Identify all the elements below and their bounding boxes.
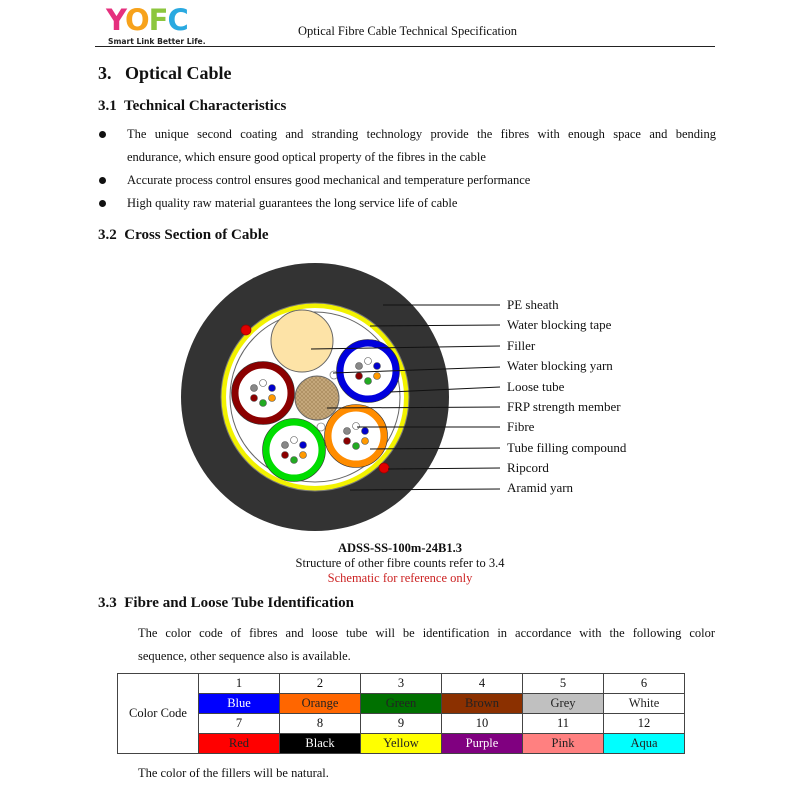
- fibre: [365, 358, 372, 365]
- loose-tube: [235, 365, 291, 421]
- fibre: [344, 438, 351, 445]
- color-number-cell: 3: [361, 674, 442, 694]
- bullet-dot-icon: [99, 177, 106, 184]
- logo-letter-y: Y: [106, 3, 125, 37]
- color-swatch-cell: Pink: [523, 734, 604, 754]
- fibre: [344, 428, 351, 435]
- logo-tagline: Smart Link Better Life.: [108, 37, 206, 46]
- loose-tube: [266, 422, 322, 478]
- color-number-cell: 6: [604, 674, 685, 694]
- logo-letter-c: C: [167, 3, 188, 37]
- section-3-2-heading: 3.2 Cross Section of Cable: [98, 227, 269, 243]
- color-number-cell: 5: [523, 674, 604, 694]
- color-swatch-cell: Grey: [523, 694, 604, 714]
- fibre: [260, 400, 267, 407]
- logo-letters: [106, 4, 188, 36]
- color-code-paragraph-line2: sequence, other sequence also is available.: [138, 649, 351, 663]
- color-swatch-cell: Brown: [442, 694, 523, 714]
- section-3-heading: 3. Optical Cable: [98, 63, 232, 83]
- loose-tube: [328, 408, 384, 464]
- color-swatch-cell: Orange: [280, 694, 361, 714]
- document-title: Optical Fibre Cable Technical Specification: [298, 24, 517, 38]
- bullet-dot-icon: [99, 131, 106, 138]
- color-swatch-cell: Green: [361, 694, 442, 714]
- ripcord: [241, 325, 251, 335]
- label-frp-strength-member: FRP strength member: [507, 399, 621, 414]
- label-pe-sheath: PE sheath: [507, 297, 559, 312]
- fibre: [269, 385, 276, 392]
- section-3-3-heading: 3.3 Fibre and Loose Tube Identification: [98, 595, 355, 611]
- color-number-cell: 10: [442, 714, 523, 734]
- fibre: [291, 437, 298, 444]
- color-swatch-cell: Yellow: [361, 734, 442, 754]
- color-number-cell: 11: [523, 714, 604, 734]
- fibre: [282, 442, 289, 449]
- logo-letter-o: O: [124, 3, 149, 37]
- color-number-cell: 7: [199, 714, 280, 734]
- color-code-paragraph-line1: The color code of fibres and loose tube will be identification in accordance with the following color: [138, 626, 715, 640]
- bullet-text: High quality raw material guarantees the long service life of cable: [127, 196, 458, 210]
- fibre: [362, 428, 369, 435]
- label-ripcord: Ripcord: [507, 460, 549, 475]
- section-3-1-heading: 3.1 Technical Characteristics: [98, 98, 287, 114]
- fibre: [300, 452, 307, 459]
- frp-strength-member: [295, 376, 339, 420]
- fibre: [356, 373, 363, 380]
- logo-letter-f: F: [148, 3, 168, 37]
- fibre: [251, 395, 258, 402]
- label-water-blocking-yarn: Water blocking yarn: [507, 358, 613, 373]
- filler: [271, 310, 333, 372]
- fibre: [353, 443, 360, 450]
- fibre: [374, 363, 381, 370]
- label-aramid-yarn: Aramid yarn: [507, 480, 574, 495]
- color-swatch-cell: Aqua: [604, 734, 685, 754]
- color-swatch-cell: White: [604, 694, 685, 714]
- yofc-logo: [106, 3, 206, 46]
- header-divider: [95, 46, 715, 47]
- label-loose-tube: Loose tube: [507, 379, 565, 394]
- color-name-row: [118, 734, 685, 754]
- color-code-label: Color Code: [118, 674, 199, 754]
- label-water-blocking-tape: Water blocking tape: [507, 317, 612, 332]
- color-number-row: [118, 674, 685, 694]
- fibre: [282, 452, 289, 459]
- color-swatch-cell: Black: [280, 734, 361, 754]
- fibre: [251, 385, 258, 392]
- bullet-text-line2: endurance, which ensure good optical property of the fibres in the cable: [127, 150, 486, 164]
- color-number-cell: 9: [361, 714, 442, 734]
- fibre: [374, 373, 381, 380]
- label-filler: Filler: [507, 338, 536, 353]
- label-tube-filling-compound: Tube filling compound: [507, 440, 627, 455]
- fibre: [362, 438, 369, 445]
- bullet-dot-icon: [99, 200, 106, 207]
- fibre: [291, 457, 298, 464]
- fibre: [260, 380, 267, 387]
- fibre: [365, 378, 372, 385]
- label-fibre: Fibre: [507, 419, 535, 434]
- color-name-row: [118, 694, 685, 714]
- ripcord: [379, 463, 389, 473]
- schematic-disclaimer: Schematic for reference only: [327, 571, 473, 585]
- fibre: [356, 363, 363, 370]
- fibre: [300, 442, 307, 449]
- color-number-cell: 8: [280, 714, 361, 734]
- cable-cross-section-diagram: [180, 262, 650, 542]
- color-number-row: [118, 714, 685, 734]
- color-swatch-cell: Purple: [442, 734, 523, 754]
- fibre-count-note: Structure of other fibre counts refer to 3.4: [295, 556, 505, 570]
- bullet-text-line1: The unique second coating and stranding technology provide the fibres with enough space and bending: [127, 127, 716, 141]
- color-code-table: [117, 673, 685, 754]
- color-swatch-cell: Red: [199, 734, 280, 754]
- fibre: [269, 395, 276, 402]
- fillers-footnote: The color of the fillers will be natural.: [138, 766, 329, 780]
- bullet-text: Accurate process control ensures good mechanical and temperature performance: [127, 173, 531, 187]
- color-number-cell: 2: [280, 674, 361, 694]
- color-swatch-cell: Blue: [199, 694, 280, 714]
- cable-model: ADSS-SS-100m-24B1.3: [338, 541, 462, 555]
- fibre: [353, 423, 360, 430]
- color-number-cell: 4: [442, 674, 523, 694]
- color-number-cell: 12: [604, 714, 685, 734]
- color-number-cell: 1: [199, 674, 280, 694]
